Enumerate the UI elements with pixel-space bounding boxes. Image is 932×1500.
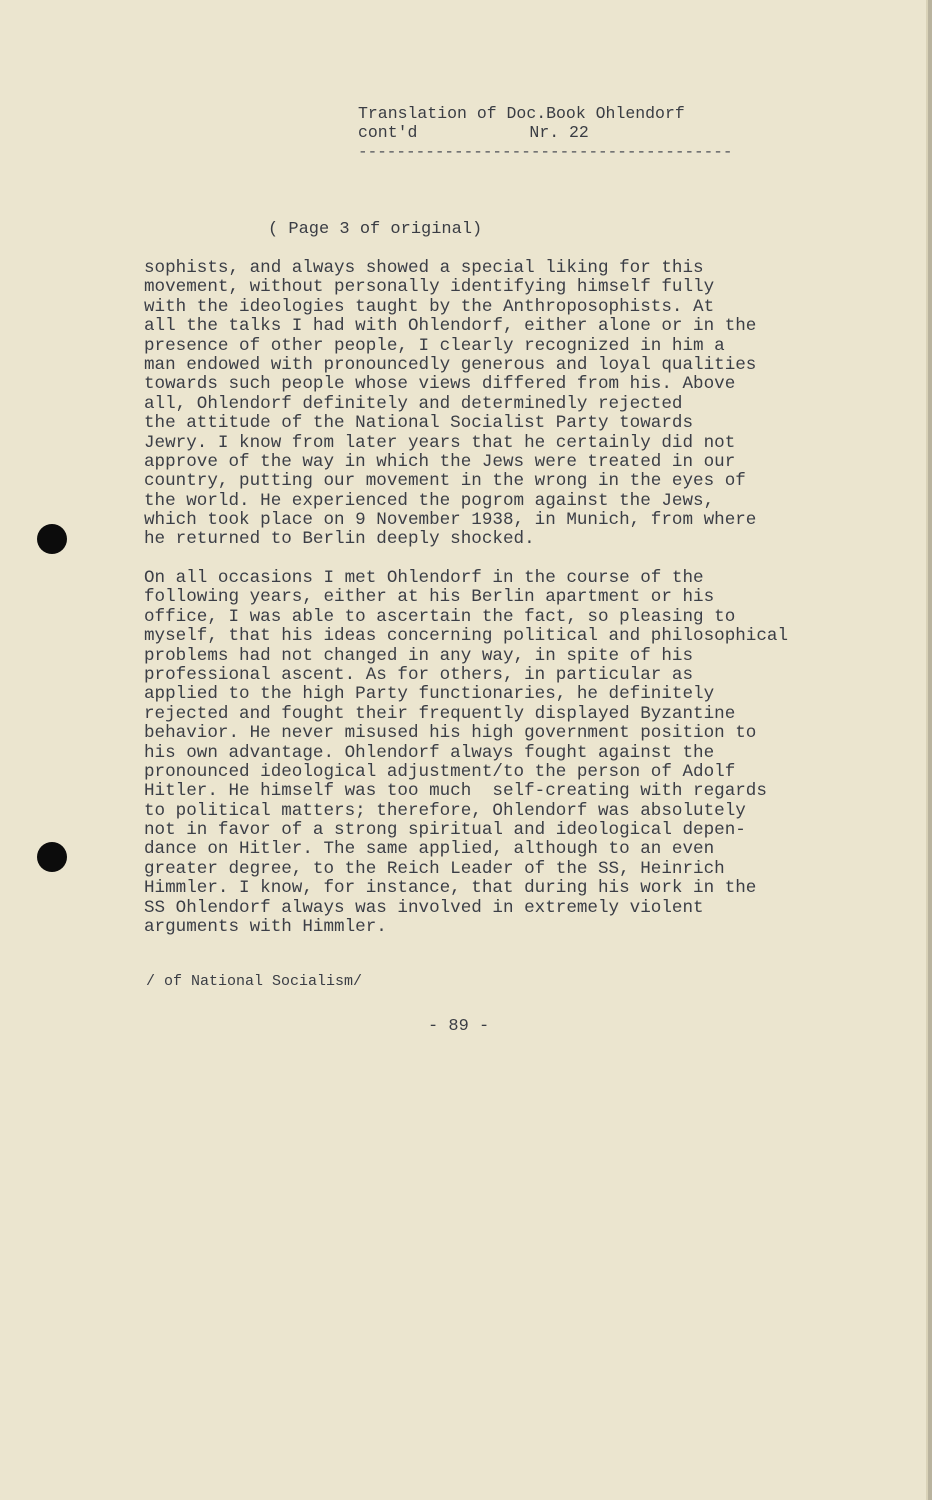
text-line: On all occasions I met Ohlendorf in the course of the — [144, 568, 704, 588]
text-line: professional ascent. As for others, in particular as — [144, 664, 694, 685]
text-line: all the talks I had with Ohlendorf, either alone or in the — [144, 316, 757, 337]
punch-hole — [37, 842, 67, 872]
text-line: man endowed with pronouncedly generous and loyal qualities — [144, 354, 757, 375]
page-of-original: ( Page 3 of original) — [268, 220, 483, 239]
text-line: dance on Hitler. The same applied, although to an even — [144, 839, 715, 860]
text-line: Himmler. I know, for instance, that during his work in the — [144, 878, 757, 899]
text-line: Hitler. He himself was too much self-creating with regards — [144, 781, 767, 802]
text-line: towards such people whose views differed from his. Above — [144, 374, 736, 395]
text-line: the attitude of the National Socialist Party towards — [144, 413, 694, 434]
text-line: with the ideologies taught by the Anthroposophists. At — [144, 296, 715, 317]
text-line: approve of the way in which the Jews were treated in our — [144, 451, 736, 472]
text-line: greater degree, to the Reich Leader of the SS, Heinrich — [144, 858, 725, 879]
text-line: he returned to Berlin deeply shocked. — [144, 529, 535, 550]
text-line: the world. He experienced the pogrom against the Jews, — [144, 490, 715, 511]
text-line: behavior. He never misused his high government position to — [144, 723, 757, 744]
text-line: applied to the high Party functionaries, he definitely — [144, 684, 715, 705]
text-line: country, putting our movement in the wrong in the eyes of — [144, 471, 746, 492]
text-line: not in favor of a strong spiritual and ideological depen- — [144, 820, 746, 841]
header-subline — [358, 123, 685, 142]
text-line: rejected and fought their frequently displayed Byzantine — [144, 703, 736, 724]
paragraph-1 — [144, 259, 756, 550]
footnote: / of National Socialism/ — [146, 973, 363, 990]
text-line: all, Ohlendorf definitely and determinedly rejected — [144, 393, 683, 414]
text-line: presence of other people, I clearly recognized in him a — [144, 335, 725, 356]
text-line: to political matters; therefore, Ohlendorf was absolutely — [144, 800, 746, 821]
text-line: problems had not changed in any way, in spite of his — [144, 645, 694, 666]
text-line: pronounced ideological adjustment/to the person of Adolf — [144, 761, 736, 782]
text-line: which took place on 9 November 1938, in Munich, from where — [144, 510, 757, 531]
page-number: - 89 - — [428, 1017, 490, 1036]
header-contd: cont'd — [358, 123, 418, 142]
text-line: Jewry. I know from later years that he certainly did not — [144, 432, 736, 453]
text-line: arguments with Himmler. — [144, 917, 387, 938]
header-rule: --------------------------------------- — [358, 143, 733, 161]
header-doc-number: Nr. 22 — [529, 123, 589, 142]
text-line: his own advantage. Ohlendorf always fought against the — [144, 742, 715, 763]
header-title: Translation of Doc.Book Ohlendorf — [358, 104, 685, 123]
text-line: SS Ohlendorf always was involved in extremely violent — [144, 897, 704, 918]
text-line: sophists, and always showed a special liking for this — [144, 258, 704, 278]
text-line: movement, without personally identifying himself fully — [144, 277, 715, 298]
text-line: office, I was able to ascertain the fact, so pleasing to — [144, 606, 736, 627]
header — [358, 104, 685, 142]
text-line: following years, either at his Berlin apartment or his — [144, 587, 715, 608]
punch-hole — [37, 524, 67, 554]
paragraph-2 — [144, 569, 788, 937]
text-line: myself, that his ideas concerning political and philosophical — [144, 626, 789, 647]
